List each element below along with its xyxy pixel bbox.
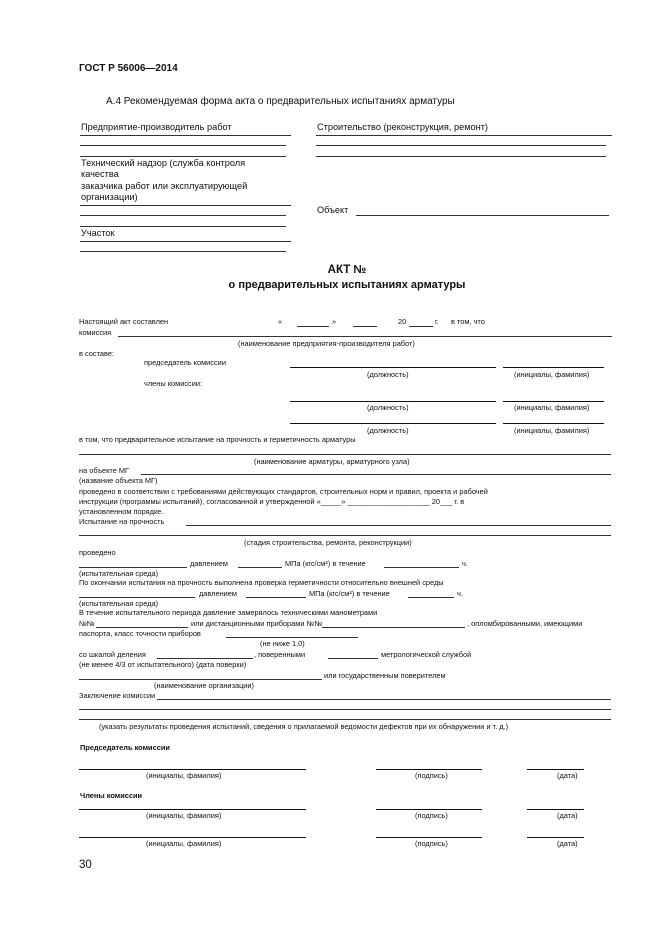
hours-label: ч. bbox=[462, 559, 468, 568]
chairman-initials-line[interactable] bbox=[79, 769, 306, 770]
quote-close: » bbox=[332, 317, 337, 326]
act-title: АКТ № bbox=[327, 264, 367, 276]
caption-date: (дата) bbox=[557, 839, 578, 848]
conclusion-label: Заключение комиссии bbox=[79, 691, 156, 700]
verified-label: , поверенными bbox=[254, 650, 306, 659]
act-subtitle: о предварительных испытаниях арматуры bbox=[228, 279, 466, 291]
site-line[interactable] bbox=[80, 251, 286, 252]
caption-enterprise: (наименование предприятия-производителя работ) bbox=[238, 339, 415, 348]
caption-initials: (инициалы, фамилия) bbox=[146, 839, 222, 848]
pressure-line[interactable] bbox=[238, 567, 282, 568]
object-mg-line[interactable] bbox=[141, 474, 611, 475]
period-text: В течение испытательного периода давление замерялось техническими манометрами bbox=[79, 608, 378, 617]
member-signature-line[interactable] bbox=[376, 837, 482, 838]
caption-stage: (стадия строительства, ремонта, реконструкции) bbox=[244, 538, 412, 547]
caption-medium: (испытательная среда) bbox=[79, 599, 159, 608]
statement-text: в том, что предварительное испытание на прочность и герметичность арматуры bbox=[79, 435, 356, 444]
supervision-label-1: Технический надзор (служба контроля bbox=[81, 158, 246, 168]
quote-open: « bbox=[278, 317, 283, 326]
mpa-label: МПа (кгс/см²) в течение bbox=[309, 589, 390, 598]
supervision-line[interactable] bbox=[80, 215, 286, 216]
members-label: члены комиссии: bbox=[144, 379, 203, 388]
chairman-date-line[interactable] bbox=[527, 769, 584, 770]
strength-test-label: Испытание на прочность bbox=[79, 517, 165, 526]
member-initials-line[interactable] bbox=[503, 401, 604, 402]
remote-label: или дистанционными приборами №№ bbox=[191, 619, 323, 628]
member-date-line[interactable] bbox=[527, 837, 584, 838]
conducted-text-2: инструкции (программы испытаний), согласованной и утвержденной «_____» ____________________ 20___ г. в bbox=[79, 497, 465, 506]
remote-numbers-line[interactable] bbox=[322, 627, 465, 628]
caption-valve: (наименование арматуры, арматурного узла) bbox=[254, 457, 410, 466]
caption-verify: (не менее 4/3 от испытательного) (дата поверки) bbox=[79, 660, 247, 669]
mpa-label: МПа (кгс/см²) в течение bbox=[285, 559, 366, 568]
verify-date-line[interactable] bbox=[328, 658, 378, 659]
supervision-label-3: заказчика работ или эксплуатирующей bbox=[81, 181, 248, 191]
pressure-line[interactable] bbox=[246, 597, 306, 598]
pressure-label: давлением bbox=[199, 589, 238, 598]
caption-organization: (наименование организации) bbox=[154, 681, 255, 690]
member-initials-line[interactable] bbox=[79, 837, 306, 838]
chairman-signature-line[interactable] bbox=[376, 769, 482, 770]
duration-line[interactable] bbox=[384, 567, 459, 568]
chairman-label: председатель комиссии bbox=[144, 358, 226, 367]
construction-line[interactable] bbox=[316, 145, 606, 146]
section-title: А.4 Рекомендуемая форма акта о предварительных испытаниях арматуры bbox=[106, 96, 455, 107]
supervision-line[interactable] bbox=[80, 226, 286, 227]
enterprise-label: Предприятие-производитель работ bbox=[81, 122, 232, 132]
construction-label: Строительство (реконструкция, ремонт) bbox=[317, 122, 488, 132]
caption-initials: (инициалы, фамилия) bbox=[514, 403, 590, 412]
member-initials-line[interactable] bbox=[503, 423, 604, 424]
member-initials-line[interactable] bbox=[79, 809, 306, 810]
standard-header: ГОСТ Р 56006—2014 bbox=[79, 63, 178, 74]
composition-label: в составе: bbox=[79, 349, 114, 358]
caption-not-lower: (не ниже 1,0) bbox=[260, 639, 305, 648]
sealed-label: , опломбированными, имеющими bbox=[467, 619, 583, 628]
strength-test-line[interactable] bbox=[186, 525, 611, 526]
numbers-label: №№ bbox=[79, 619, 95, 628]
caption-initials: (инициалы, фамилия) bbox=[514, 370, 590, 379]
intro-text: Настоящий акт составлен bbox=[79, 317, 169, 326]
object-label: Объект bbox=[317, 205, 349, 215]
manometer-numbers-line[interactable] bbox=[96, 627, 188, 628]
object-line[interactable] bbox=[356, 215, 609, 216]
caption-signature: (подпись) bbox=[415, 811, 448, 820]
month-line[interactable] bbox=[353, 326, 377, 327]
conclusion-line[interactable] bbox=[79, 719, 611, 720]
enterprise-line[interactable] bbox=[80, 135, 291, 136]
caption-results: (указать результаты проведения испытаний, сведения о прилагаемой ведомости дефектов при их обнаружении и т. д.) bbox=[99, 722, 509, 731]
construction-line[interactable] bbox=[316, 156, 606, 157]
day-line[interactable] bbox=[297, 326, 329, 327]
conducted-text-1: проведено в соответствии с требованиями действующих стандартов, строительных норм и правил, проекта и рабочей bbox=[79, 487, 488, 496]
construction-line[interactable] bbox=[316, 135, 612, 136]
state-verifier-label: или государственным поверителем bbox=[324, 671, 446, 680]
year-line[interactable] bbox=[409, 326, 433, 327]
done-label: проведено bbox=[79, 548, 116, 557]
passport-label: паспорта, класс точности приборов bbox=[79, 629, 201, 638]
valve-line[interactable] bbox=[79, 454, 611, 455]
enterprise-line[interactable] bbox=[80, 156, 286, 157]
enterprise-line[interactable] bbox=[80, 145, 286, 146]
caption-initials: (инициалы, фамилия) bbox=[146, 811, 222, 820]
chairman-signature-label: Председатель комиссии bbox=[80, 743, 170, 752]
caption-initials: (инициалы, фамилия) bbox=[146, 771, 222, 780]
caption-date: (дата) bbox=[557, 771, 578, 780]
commission-label: комиссия bbox=[79, 328, 112, 337]
metrology-label: метрологической службой bbox=[381, 650, 472, 659]
hours-label: ч. bbox=[457, 589, 463, 598]
caption-medium: (испытательная среда) bbox=[79, 569, 159, 578]
year-prefix: 20 bbox=[398, 317, 407, 326]
medium-line[interactable] bbox=[79, 597, 195, 598]
caption-position: (должность) bbox=[367, 370, 409, 379]
site-line[interactable] bbox=[80, 241, 291, 242]
conclusion-line[interactable] bbox=[157, 699, 611, 700]
caption-object-mg: (название объекта МГ) bbox=[79, 476, 158, 485]
members-signature-label: Члены комиссии bbox=[80, 791, 143, 800]
accuracy-line[interactable] bbox=[226, 637, 358, 638]
conclusion-line[interactable] bbox=[79, 709, 611, 710]
scale-line[interactable] bbox=[157, 658, 253, 659]
caption-position: (должность) bbox=[367, 426, 409, 435]
stage-line[interactable] bbox=[79, 535, 611, 536]
site-label: Участок bbox=[81, 228, 115, 238]
page-number: 30 bbox=[79, 859, 92, 871]
supervision-label-2: качества bbox=[81, 169, 119, 179]
object-mg-label: на объекте МГ bbox=[79, 466, 130, 475]
duration-line[interactable] bbox=[408, 597, 454, 598]
tightness-text: По окончании испытания на прочность выполнена проверка герметичности относительно внешней среды bbox=[79, 578, 444, 587]
caption-signature: (подпись) bbox=[415, 771, 448, 780]
chairman-initials-line[interactable] bbox=[503, 367, 604, 368]
medium-line[interactable] bbox=[79, 567, 187, 568]
pressure-label: давлением bbox=[190, 559, 229, 568]
caption-initials: (инициалы, фамилия) bbox=[514, 426, 590, 435]
supervision-label-4: организации) bbox=[81, 192, 138, 202]
chairman-position-line[interactable] bbox=[290, 367, 496, 368]
caption-position: (должность) bbox=[367, 403, 409, 412]
caption-signature: (подпись) bbox=[415, 839, 448, 848]
member-position-line[interactable] bbox=[290, 423, 496, 424]
caption-date: (дата) bbox=[557, 811, 578, 820]
in-that-text: в том, что bbox=[451, 317, 485, 326]
supervision-line[interactable] bbox=[80, 205, 291, 206]
organization-line[interactable] bbox=[79, 679, 322, 680]
conducted-text-3: установленном порядке. bbox=[79, 507, 164, 516]
commission-line[interactable] bbox=[118, 336, 612, 337]
scale-label: со шкалой деления bbox=[79, 650, 146, 659]
member-date-line[interactable] bbox=[527, 809, 584, 810]
member-position-line[interactable] bbox=[290, 401, 496, 402]
member-signature-line[interactable] bbox=[376, 809, 482, 810]
year-suffix: г. bbox=[435, 317, 439, 326]
